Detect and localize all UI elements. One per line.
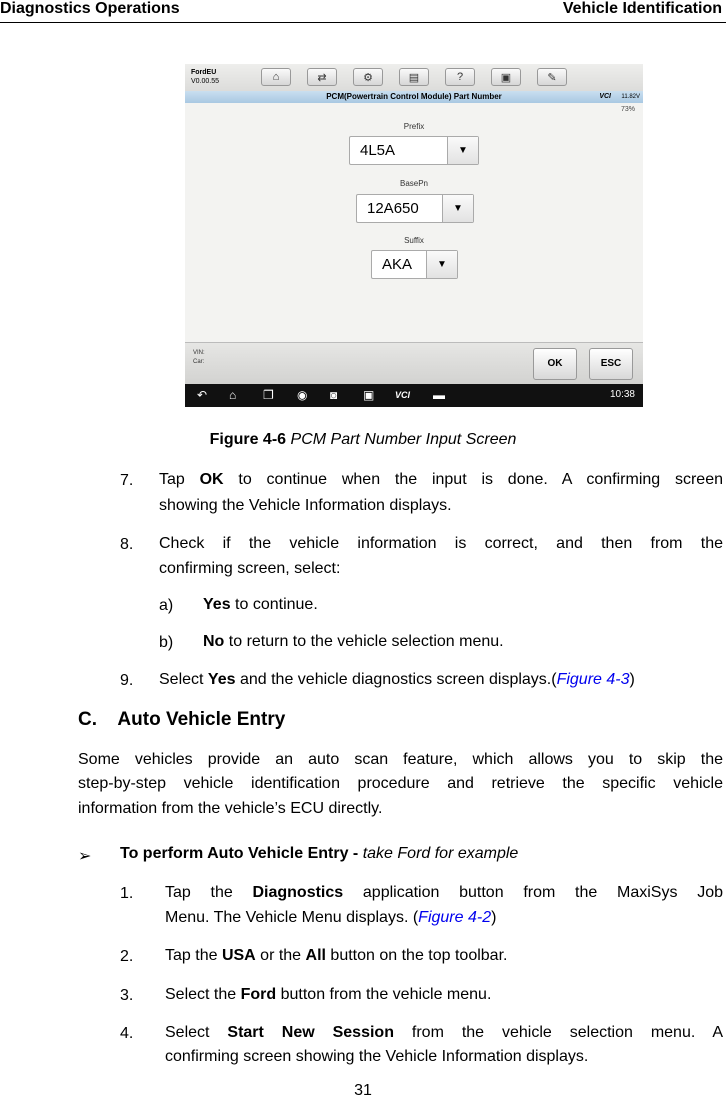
suffix-label: Suffix xyxy=(404,236,424,245)
vci-nav-icon[interactable]: VCI xyxy=(395,390,411,400)
app-info xyxy=(191,68,219,86)
edit-icon[interactable]: ✎ xyxy=(537,68,567,86)
auto-step-2: Tap the USA or the All button on the top toolbar. xyxy=(165,947,508,964)
substep-a: Yes to continue. xyxy=(203,596,318,613)
auto-step-4-line-1: Select Start New Session from the vehicle selection menu. A xyxy=(165,1024,724,1041)
caption-prefix: Figure 4-6 xyxy=(209,431,287,448)
home-icon[interactable]: ⌂ xyxy=(261,68,291,86)
step-8-line-2: confirming screen, select: xyxy=(159,560,341,577)
basepn-label: BasePn xyxy=(399,179,429,188)
step-9: Select Yes and the vehicle diagnostics screen displays.(Figure 4-3) xyxy=(159,671,635,688)
step-8-number: 8. xyxy=(120,536,134,553)
screenshot-icon[interactable]: ▣ xyxy=(363,388,375,402)
screenshot-bottom-bar xyxy=(185,342,643,385)
help-icon[interactable]: ? xyxy=(445,68,475,86)
prefix-field[interactable] xyxy=(349,136,479,165)
battery-percent: 73% xyxy=(620,106,635,113)
substep-b-number: b) xyxy=(159,634,174,651)
vci-indicator: VCI xyxy=(599,93,611,100)
substep-b: No to return to the vehicle selection menu. xyxy=(203,633,504,650)
vehicle-info xyxy=(193,349,205,367)
browser-icon[interactable]: ◉ xyxy=(297,388,308,402)
vehicle-swap-icon[interactable]: ⇄ xyxy=(307,68,337,86)
step-7-number: 7. xyxy=(120,472,134,489)
chevron-down-icon[interactable]: ▼ xyxy=(447,137,478,164)
figure-caption xyxy=(0,431,726,449)
basepn-value: 12A650 xyxy=(367,200,419,217)
header-right: Vehicle Identification xyxy=(562,0,722,17)
auto-step-2-number: 2. xyxy=(120,948,134,965)
pcm-screenshot xyxy=(185,64,643,407)
auto-step-4-number: 4. xyxy=(120,1025,134,1042)
page-number: 31 xyxy=(354,1082,372,1099)
chevron-down-icon[interactable]: ▼ xyxy=(442,195,473,222)
auto-step-1-line-1: Tap the Diagnostics application button from the MaxiSys Job xyxy=(165,884,723,901)
prefix-value: 4L5A xyxy=(360,142,396,159)
bullet-arrow-icon: ➢ xyxy=(78,848,92,865)
section-heading: C. Auto Vehicle Entry xyxy=(78,709,286,730)
ok-button[interactable]: OK xyxy=(533,348,577,380)
figure-4-3-link[interactable]: Figure 4-3 xyxy=(556,671,630,688)
ok-term: OK xyxy=(199,471,224,488)
chevron-down-icon[interactable]: ▼ xyxy=(426,251,457,278)
car-label: Car: xyxy=(193,359,205,365)
android-nav-bar xyxy=(185,384,643,407)
header-left: Diagnostics Operations xyxy=(0,0,180,17)
camera-icon[interactable]: ◙ xyxy=(330,388,338,402)
auto-step-1-number: 1. xyxy=(120,885,134,902)
step-7-line-1: Tap OK to continue when the input is done. A confirming screen xyxy=(159,471,723,488)
auto-step-3: Select the Ford button from the vehicle menu. xyxy=(165,986,492,1003)
suffix-value: AKA xyxy=(382,256,413,273)
app-name: FordEU xyxy=(191,69,217,76)
car-icon[interactable]: ▬ xyxy=(433,388,445,402)
suffix-field[interactable] xyxy=(371,250,458,279)
vin-label: VIN: xyxy=(193,350,205,356)
page-header xyxy=(0,0,726,23)
step-9-number: 9. xyxy=(120,672,134,689)
back-icon[interactable]: ↶ xyxy=(197,388,208,402)
prefix-label: Prefix xyxy=(403,122,425,131)
basepn-field[interactable] xyxy=(356,194,474,223)
figure-4-2-link[interactable]: Figure 4-2 xyxy=(418,909,492,926)
app-version: V0.00.55 xyxy=(191,78,220,85)
caption-text: PCM Part Number Input Screen xyxy=(290,431,517,448)
section-para-line-2: step-by-step vehicle identification procedure and retrieve the specific vehicle xyxy=(78,775,723,792)
print-icon[interactable]: ▤ xyxy=(399,68,429,86)
step-8-line-1: Check if the vehicle information is correct, and then from the xyxy=(159,535,723,552)
settings-icon[interactable]: ⚙ xyxy=(353,68,383,86)
bullet-heading: To perform Auto Vehicle Entry - take Ford for example xyxy=(120,845,519,862)
recent-apps-icon[interactable]: ❐ xyxy=(263,388,274,402)
section-para-line-3: information from the vehicle’s ECU directly. xyxy=(78,800,383,817)
auto-step-1-line-2: Menu. The Vehicle Menu displays. (Figure 4-2) xyxy=(165,909,497,926)
step-7-line-2: showing the Vehicle Information displays. xyxy=(159,497,452,514)
screen-title: PCM(Powertrain Control Module) Part Number xyxy=(185,91,643,103)
voltage-readout: 11.82V xyxy=(621,94,640,100)
esc-button[interactable]: ESC xyxy=(589,348,633,380)
substep-a-number: a) xyxy=(159,597,174,614)
screenshot-toolbar xyxy=(185,64,643,91)
auto-step-4-line-2: confirming screen showing the Vehicle Information displays. xyxy=(165,1048,589,1065)
section-para-line-1: Some vehicles provide an auto scan feature, which allows you to skip the xyxy=(78,751,723,768)
auto-step-3-number: 3. xyxy=(120,987,134,1004)
home-nav-icon[interactable]: ⌂ xyxy=(229,388,237,402)
clock: 10:38 xyxy=(609,389,635,400)
save-icon[interactable]: ▣ xyxy=(491,68,521,86)
